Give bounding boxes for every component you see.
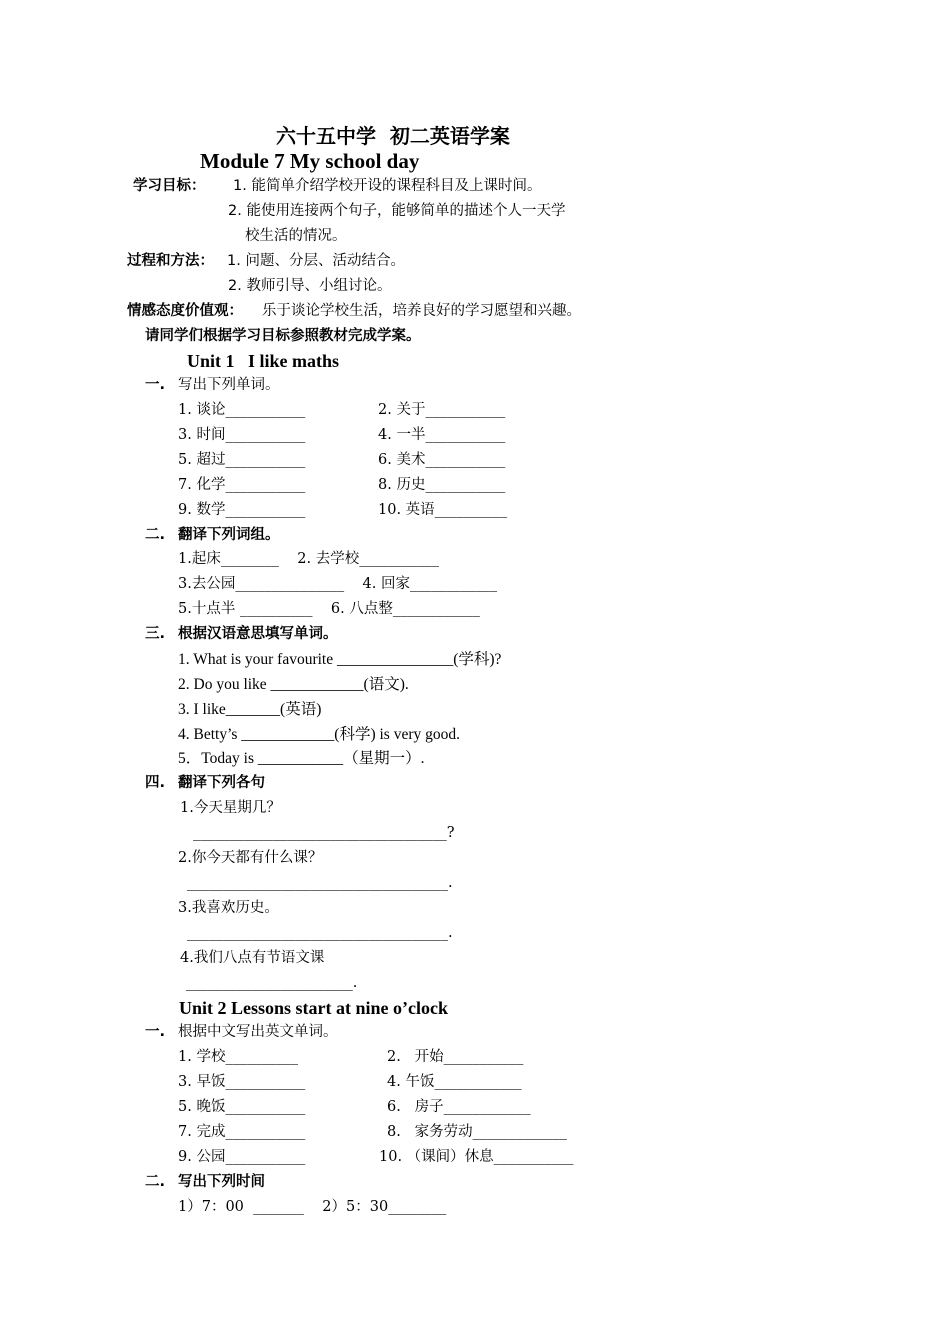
fill-sentence[interactable]: 3. I like_______(英语) (178, 701, 322, 718)
phrase-row[interactable]: 1.起床________ 2. 去学校___________ (178, 551, 439, 567)
answer-line[interactable]: ____________________________________. (187, 875, 453, 891)
fill-sentence[interactable]: 5．Today is ___________（星期一）. (178, 750, 425, 767)
word-blank[interactable]: 5. 晚饭___________ (178, 1099, 306, 1115)
section-title: 根据中文写出英文单词。 (178, 1024, 338, 1040)
word-blank[interactable]: 10. 英语__________ (378, 502, 508, 518)
section-number: 二. (145, 1174, 166, 1190)
answer-line[interactable]: ____________________________________. (187, 925, 453, 941)
answer-line[interactable]: _______________________. (186, 975, 358, 991)
attitude-label: 情感态度价值观： (127, 303, 243, 319)
word-blank[interactable]: 4. 一半___________ (378, 427, 506, 443)
word-blank[interactable]: 2. 关于___________ (378, 402, 506, 418)
translate-question: 2.你今天都有什么课？ (178, 850, 323, 866)
section-title: 翻译下列词组。 (178, 527, 280, 543)
translate-question: 4.我们八点有节语文课 (180, 950, 325, 966)
time-row[interactable]: 1）7：00 _______ 2）5：30________ (178, 1199, 447, 1215)
word-blank[interactable]: 7. 化学___________ (178, 477, 306, 493)
word-blank[interactable]: 3. 时间___________ (178, 427, 306, 443)
phrase-row[interactable]: 5.十点半 __________ 6. 八点整____________ (178, 601, 480, 617)
word-blank[interactable]: 9. 数学___________ (178, 502, 306, 518)
goal-2-cont: 校生活的情况。 (245, 228, 347, 244)
goal-2: 2. 能使用连接两个句子，能够简单的描述个人一天学 (228, 203, 566, 219)
unit1-title: Unit 1 I like maths (187, 351, 340, 371)
section-title: 翻译下列各句 (178, 775, 265, 791)
method-2: 2. 教师引导、小组讨论。 (228, 278, 392, 294)
section-title: 写出下列时间 (178, 1174, 265, 1190)
word-blank[interactable]: 2. 开始___________ (387, 1049, 524, 1065)
word-blank[interactable]: 9. 公园___________ (178, 1149, 306, 1165)
word-blank[interactable]: 1. 谈论___________ (178, 402, 306, 418)
section-title: 根据汉语意思填写单词。 (178, 626, 338, 642)
word-blank[interactable]: 6. 美术___________ (378, 452, 506, 468)
fill-sentence[interactable]: 4. Betty’s ____________(科学) is very good. (178, 726, 460, 743)
attitude-text: 乐于谈论学校生活，培养良好的学习愿望和兴趣。 (262, 303, 581, 319)
instruction: 请同学们根据学习目标参照教材完成学案。 (145, 328, 421, 344)
word-blank[interactable]: 8. 历史___________ (378, 477, 506, 493)
fill-sentence[interactable]: 2. Do you like ____________(语文). (178, 676, 409, 693)
word-blank[interactable]: 1. 学校__________ (178, 1049, 298, 1065)
section-number: 一. (145, 377, 166, 393)
section-number: 四. (145, 775, 166, 791)
section-number: 一. (145, 1024, 166, 1040)
section-number: 三. (145, 626, 166, 642)
school-title: 六十五中学 初二英语学案 (276, 124, 510, 148)
method-1: 1. 问题、分层、活动结合。 (227, 253, 405, 269)
answer-line[interactable]: ___________________________________? (193, 825, 455, 841)
translate-question: 3.我喜欢历史。 (178, 900, 279, 916)
word-blank[interactable]: 4. 午饭____________ (387, 1074, 522, 1090)
fill-sentence[interactable]: 1. What is your favourite _______________(学科)? (178, 651, 502, 668)
word-blank[interactable]: 8. 家务劳动_____________ (387, 1124, 567, 1140)
word-blank[interactable]: 3. 早饭___________ (178, 1074, 306, 1090)
word-blank[interactable]: 6. 房子____________ (387, 1099, 531, 1115)
section-title: 写出下列单词。 (178, 377, 280, 393)
goal-label: 学习目标： (133, 178, 206, 194)
translate-question: 1.今天星期几？ (180, 800, 281, 816)
goal-1: 1. 能简单介绍学校开设的课程科目及上课时间。 (233, 178, 542, 194)
unit2-title: Unit 2 Lessons start at nine o’clock (179, 998, 448, 1018)
method-label: 过程和方法： (127, 253, 214, 269)
word-blank[interactable]: 5. 超过___________ (178, 452, 306, 468)
module-title: Module 7 My school day (200, 149, 420, 173)
section-number: 二. (145, 527, 166, 543)
word-blank[interactable]: 7. 完成___________ (178, 1124, 306, 1140)
word-blank[interactable]: 10. （课间）休息___________ (379, 1149, 574, 1165)
phrase-row[interactable]: 3.去公园_______________ 4. 回家____________ (178, 576, 497, 592)
